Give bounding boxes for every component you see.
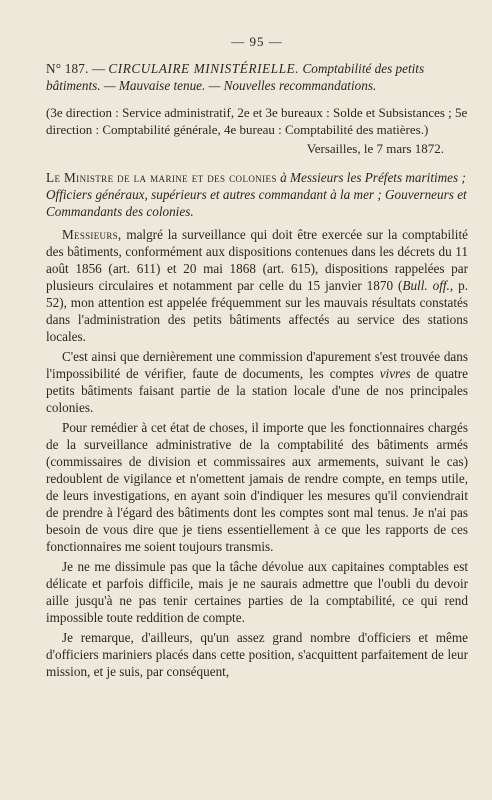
- dateline: Versailles, le 7 mars 1872.: [306, 141, 444, 156]
- salutation: Messieurs,: [62, 227, 122, 242]
- address-recipients: à Messieurs les Préfets maritimes ; Officiers généraux, supérieurs et autres commandant à la mer ; Gouverneurs et Commandants des colonies.: [46, 170, 467, 219]
- paragraph-5: Je remarque, d'ailleurs, qu'un assez grand nombre d'officiers et même d'officiers mariniers placés dans cette position, s'acquittent parfaitement de leur mission, et je suis, par conséquent,: [46, 630, 468, 679]
- paragraph-3: Pour remédier à cet état de choses, il importe que les fonctionnaires chargés de la surveillance administrative de la comptabilité des bâtiments armés (commissaires de division et commissaires aux armements, suivant le cas) redoublent de vigilance et n'omettent jamais de rendre compte, en temps utile, de leurs investigations, en ayant soin d'indiquer les mesures qu'il conviendrait de prendre à l'égard des bâtiments dont les comptes sont mal tenus. Je n'ai pas besoin de vous dire que je tiens essentiellement à ce que les rapports de ces fonctionnaires me soient toujours transmis.: [46, 420, 468, 554]
- circular-subject: Comptabilité des petits bâtiments. — Mauvaise tenue. — Nouvelles recommandations.: [46, 61, 425, 93]
- circular-number: N° 187.: [46, 61, 89, 76]
- page-number: — 95 —: [231, 34, 283, 49]
- circular-header: [46, 60, 468, 94]
- paragraph-2: C'est ainsi que dernièrement une commission d'apurement s'est trouvée dans l'impossibilité de vérifier, faute de documents, les comptes vivres de quatre petits bâtiments faisant partie de la station locale d'une de nos principales colonies.: [46, 349, 468, 415]
- bulletin-reference: Bull. off.: [402, 278, 450, 293]
- paragraph-4: Je ne me dissimule pas que la tâche dévolue aux capitaines comptables est délicate et parfois difficile, mais je ne saurais admettre que l'oubli du devoir aille jusqu'à ne pas tenir certaines parties de la comptabilité, ce qui rend impossible toute reddition de compte.: [46, 559, 468, 625]
- circular-title: CIRCULAIRE MINISTÉRIELLE.: [108, 61, 300, 76]
- header-dash: —: [88, 61, 109, 76]
- address-sender: Le Ministre de la marine et des colonies: [46, 170, 277, 185]
- address-line: [46, 169, 468, 220]
- direction-note: (3e direction : Service administratif, 2e et 3e bureaux : Solde et Subsistances ; 5e direction : Comptabilité générale, 4e bureau : Comptabilité des matières.): [46, 105, 468, 137]
- paragraph-1: Messieurs, malgré la surveillance qui doit être exercée sur la comptabilité des bâtiments, conformément aux dispositions contenues dans les décrets du 11 août 1856 (art. 611) et 20 mai 1868 (art. 615), dispositions rappelées par plusieurs circulaires et notamment par celle du 15 janvier 1870 (Bull. off., p. 52), mon attention est appelée fréquemment sur les mauvais résultats constatés dans l'administration des petits bâtiments affectés au service des stations locales.: [46, 227, 468, 344]
